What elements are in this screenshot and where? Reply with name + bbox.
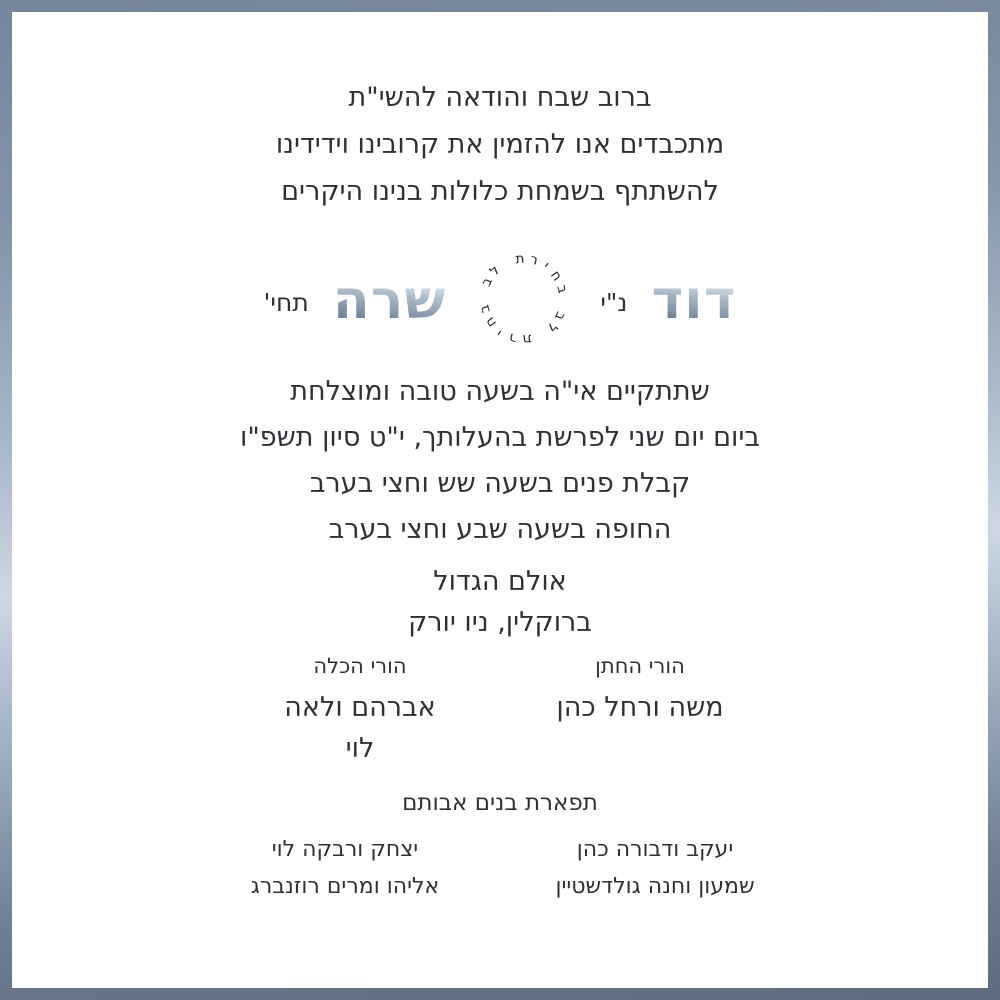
groom-name: דוד xyxy=(651,267,737,331)
bride-grandparents-column xyxy=(190,831,500,905)
couple-names-row xyxy=(12,243,988,355)
details-line: החופה בשעה שבע וחצי בערב xyxy=(328,514,672,545)
venue-hall: אולם הגדול xyxy=(433,566,567,597)
details-line: קבלת פנים בשעה שש וחצי בערב xyxy=(309,468,691,499)
circular-text-emblem: ב ח י ר ת ל ב ב ח י ר ת ל ב xyxy=(475,250,571,348)
grandparent-names: אליהו ומרים רוזנברג xyxy=(250,874,440,899)
bride-parents-column xyxy=(220,649,500,769)
grandparents-section xyxy=(190,831,810,905)
grandparents-header: תפארת בנים אבותם xyxy=(402,790,598,816)
grandparent-names: יעקב ודבורה כהן xyxy=(576,837,734,862)
groom-parents-column xyxy=(500,649,780,769)
grandparent-names: שמעון וחנה גולדשטיין xyxy=(555,874,755,899)
opening-line: להשתתף בשמחת כלולות בנינו היקרים xyxy=(281,176,719,207)
bride-parents-names xyxy=(220,687,500,769)
venue-city: ברוקלין, ניו יורק xyxy=(408,607,592,638)
event-details-block xyxy=(12,369,988,553)
groom-parents-names: משה ורחל כהן xyxy=(556,692,724,723)
bride-parents-names-line2: לוי xyxy=(345,733,375,764)
details-line: שתתקיים אי"ה בשעה טובה ומוצלחת xyxy=(290,376,710,407)
opening-line: מתכבדים אנו להזמין את קרובינו וידידינו xyxy=(275,129,725,160)
groom-grandparents-column xyxy=(500,831,810,905)
opening-line: ברוב שבח והודאה להשי"ת xyxy=(348,82,652,113)
parents-section xyxy=(220,649,780,769)
opening-blessing-block xyxy=(12,12,988,215)
invitation-card xyxy=(12,12,988,988)
grandparent-names: יצחק ורבקה לוי xyxy=(271,837,419,862)
bride-parents-header: הורי הכלה xyxy=(313,654,407,678)
bride-name: שרה xyxy=(332,267,447,331)
bride-parents-names-line1: אברהם ולאה xyxy=(284,692,436,723)
venue-block xyxy=(12,561,988,643)
groom-parents-header: הורי החתן xyxy=(595,654,685,678)
details-line: ביום יום שני לפרשת בהעלותך, י"ט סיון תשפ"ו xyxy=(239,422,761,453)
bride-honorific: תחי' xyxy=(263,287,309,317)
groom-honorific: נ"י xyxy=(600,287,628,317)
